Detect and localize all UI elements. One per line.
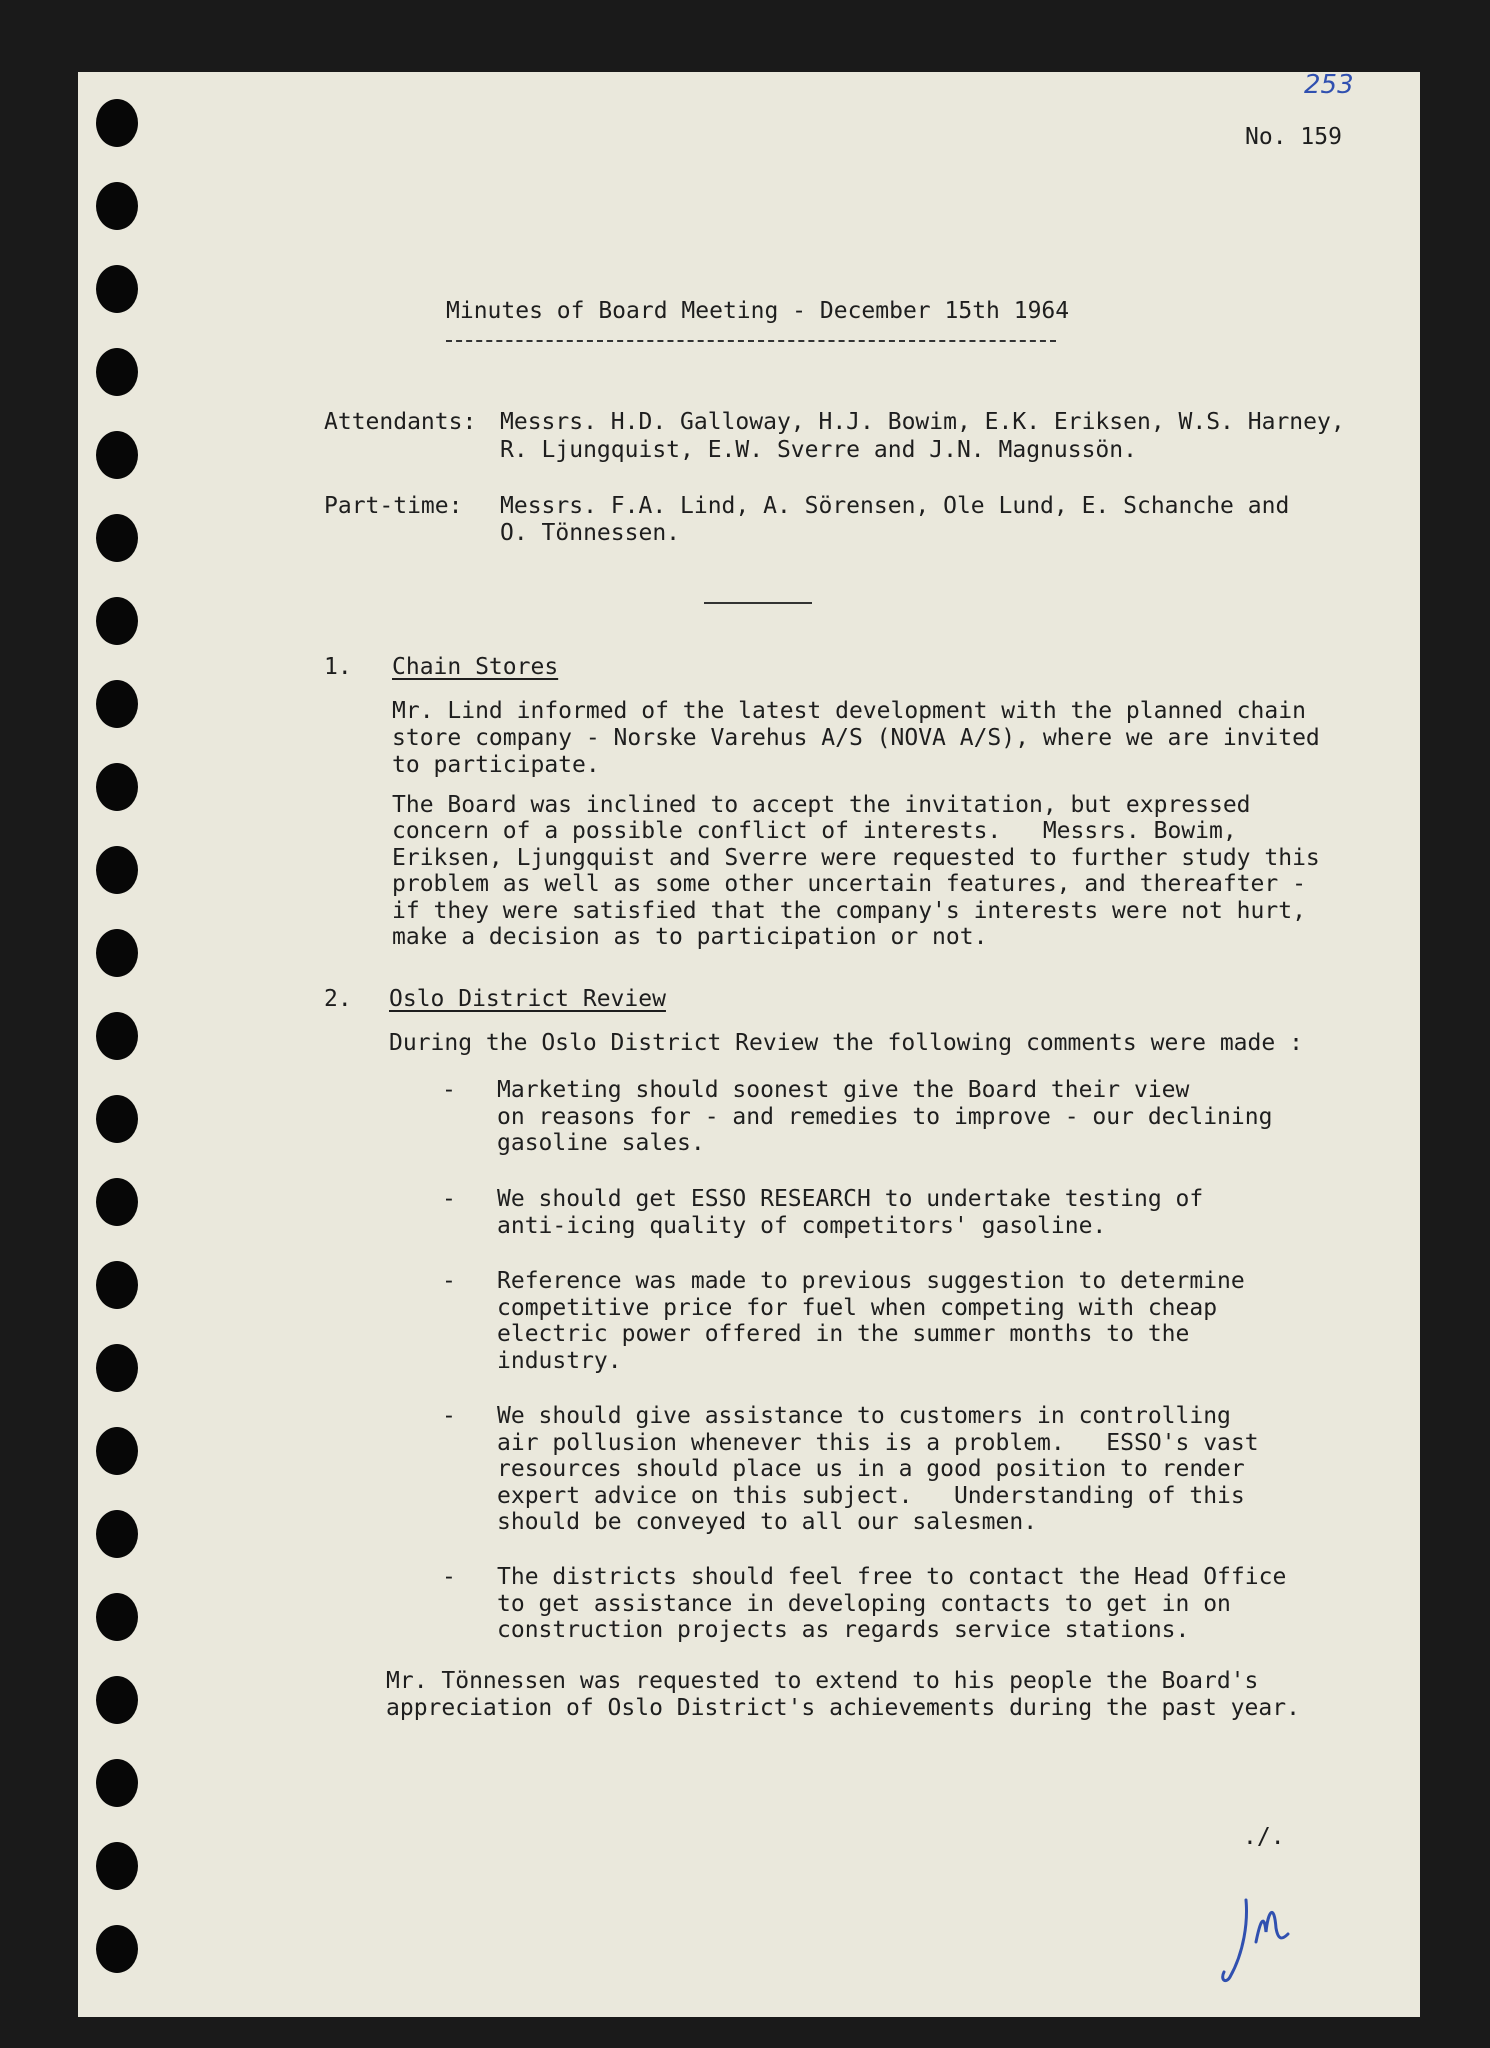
binder-hole — [96, 1925, 138, 1973]
binder-hole — [96, 1842, 138, 1890]
bullet-dash: - — [442, 1403, 456, 1429]
bullet-dash: - — [442, 1268, 456, 1294]
paragraph-line: problem as well as some other uncertain features, and thereafter - — [392, 871, 1306, 897]
bullet-line: construction projects as regards service stations. — [497, 1617, 1190, 1643]
binder-hole — [96, 1178, 138, 1226]
bullet-line: industry. — [497, 1348, 622, 1374]
bullet-line: to get assistance in developing contacts to get in on — [497, 1591, 1231, 1617]
bullet-line: expert advice on this subject. Understanding of this — [497, 1483, 1245, 1509]
bullet-line: The districts should feel free to contact the Head Office — [497, 1564, 1287, 1590]
bullet-dash: - — [442, 1186, 456, 1212]
bullet-line: on reasons for - and remedies to improve - our declining — [497, 1104, 1273, 1130]
paragraph-line: Eriksen, Ljungquist and Sverre were requested to further study this — [392, 845, 1320, 871]
paragraph-line: Mr. Tönnessen was requested to extend to his people the Board's — [386, 1668, 1259, 1694]
binder-hole — [96, 431, 138, 479]
binder-hole — [96, 1012, 138, 1060]
binder-hole — [96, 1759, 138, 1807]
bullet-line: anti-icing quality of competitors' gasoline. — [497, 1213, 1107, 1239]
paragraph-line: appreciation of Oslo District's achievements during the past year. — [386, 1695, 1300, 1721]
bullet-line: air pollusion whenever this is a problem. ESSO's vast — [497, 1430, 1259, 1456]
bullet-line: gasoline sales. — [497, 1130, 705, 1156]
attendants-line: Messrs. H.D. Galloway, H.J. Bowim, E.K. Eriksen, W.S. Harney, — [500, 409, 1345, 435]
binder-hole — [96, 929, 138, 977]
continuation-mark: ./. — [1243, 1824, 1285, 1850]
binder-hole — [96, 1676, 138, 1724]
paragraph-line: Mr. Lind informed of the latest development with the planned chain — [392, 698, 1306, 724]
binder-hole — [96, 1510, 138, 1558]
title-underline — [446, 340, 1056, 342]
paragraph-line: The Board was inclined to accept the invitation, but expressed — [392, 792, 1251, 818]
section-heading: Chain Stores — [392, 654, 559, 680]
binder-hole — [96, 1427, 138, 1475]
binder-hole — [96, 846, 138, 894]
paragraph-line: to participate. — [392, 752, 600, 778]
attendants-line: R. Ljungquist, E.W. Sverre and J.N. Magnussön. — [500, 437, 1137, 463]
binder-hole — [96, 182, 138, 230]
section-number: 1. — [324, 654, 352, 680]
section-heading: Oslo District Review — [389, 986, 666, 1012]
section-separator — [704, 602, 812, 604]
bullet-line: resources should place us in a good position to render — [497, 1456, 1245, 1482]
bullet-line: competitive price for fuel when competing with cheap — [497, 1295, 1218, 1321]
binder-hole — [96, 1261, 138, 1309]
binder-hole — [96, 1344, 138, 1392]
page-title: Minutes of Board Meeting - December 15th 1964 — [446, 298, 1070, 324]
paragraph-line: if they were satisfied that the company's interests were not hurt, — [392, 898, 1306, 924]
bullet-dash: - — [442, 1564, 456, 1590]
part-time-line: O. Tönnessen. — [500, 520, 681, 546]
binder-hole — [96, 99, 138, 147]
document-page — [78, 72, 1420, 2017]
paragraph-line: make a decision as to participation or not. — [392, 924, 988, 950]
binder-hole — [96, 597, 138, 645]
part-time-line: Messrs. F.A. Lind, A. Sörensen, Ole Lund, E. Schanche and — [500, 493, 1290, 519]
bullet-line: Reference was made to previous suggestion to determine — [497, 1268, 1245, 1294]
paragraph-line: store company - Norske Varehus A/S (NOVA A/S), where we are invited — [392, 725, 1320, 751]
binder-hole — [96, 348, 138, 396]
bullet-line: Marketing should soonest give the Board their view — [497, 1077, 1190, 1103]
binder-hole — [96, 763, 138, 811]
section-number: 2. — [324, 986, 352, 1012]
bullet-line: electric power offered in the summer months to the — [497, 1321, 1190, 1347]
bullet-dash: - — [442, 1077, 456, 1103]
bullet-line: We should get ESSO RESEARCH to undertake testing of — [497, 1186, 1204, 1212]
initials-signature-icon — [1218, 1882, 1308, 1992]
binder-hole — [96, 1593, 138, 1641]
bullet-line: We should give assistance to customers in controlling — [497, 1403, 1231, 1429]
bullet-line: should be conveyed to all our salesmen. — [497, 1509, 1038, 1535]
binder-hole — [96, 265, 138, 313]
binder-hole — [96, 680, 138, 728]
handwritten-page-number: 253 — [1304, 70, 1354, 100]
part-time-label: Part-time: — [324, 493, 463, 519]
binder-hole — [96, 1095, 138, 1143]
document-number: No. 159 — [1245, 124, 1342, 150]
paragraph-line: concern of a possible conflict of interests. Messrs. Bowim, — [392, 818, 1237, 844]
binder-hole — [96, 514, 138, 562]
attendants-label: Attendants: — [324, 409, 477, 435]
paragraph-line: During the Oslo District Review the following comments were made : — [389, 1030, 1303, 1056]
